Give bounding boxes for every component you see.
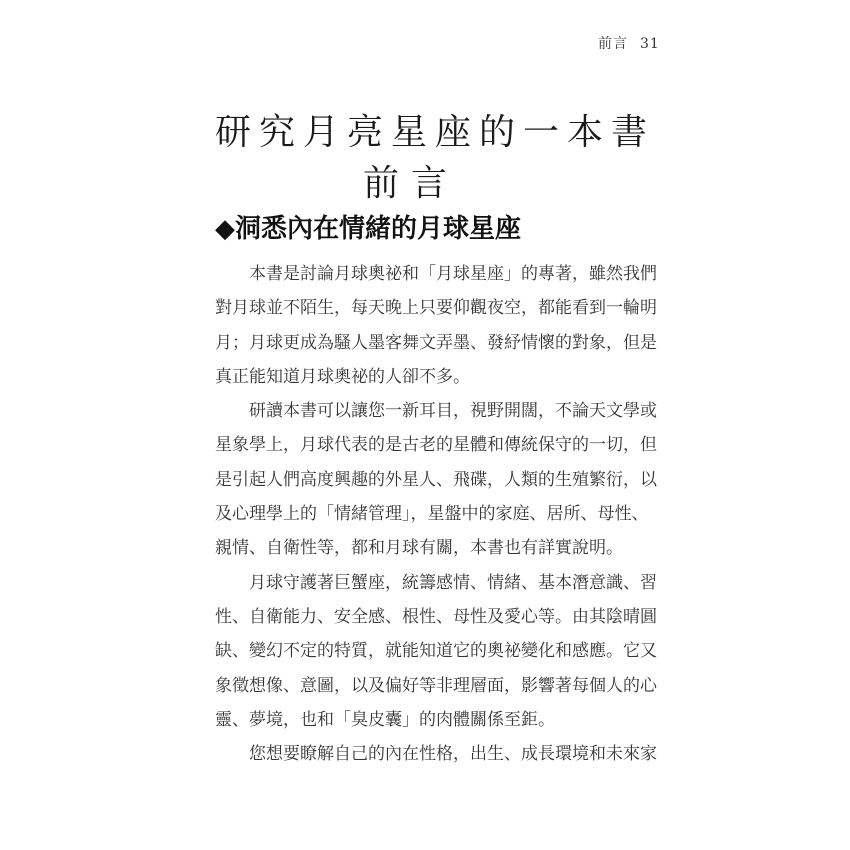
text-line: 您想要瞭解自己的內在性格，出生、成長環境和未來家 — [249, 744, 657, 765]
text-line: 研讀本書可以讓您一新耳目，視野開闊，不論天文學或 — [249, 401, 657, 422]
paragraph-1 — [215, 257, 655, 394]
running-header — [598, 33, 660, 53]
text-line: 本書是討論月球奧祕和「月球星座」的專著，雖然我們 — [249, 264, 657, 284]
chapter-title: 研究月亮星座的一本書 — [215, 112, 656, 153]
text-line: 及心理學上的「情緒管理」，星盤中的家庭、居所、母性、 — [215, 504, 649, 525]
text-line: 象徵想像、意圖，以及偏好等非理層面，影響著每個人的心 — [215, 675, 657, 696]
text-line: 月球守護著巨蟹座，統籌感情、情緒、基本潛意識、習 — [249, 572, 657, 593]
text-line: 真正能知道月球奧祕的人卻不多。 — [215, 366, 470, 387]
section-heading: ◆洞悉內在情緒的月球星座 — [215, 214, 521, 244]
paragraph-3 — [215, 566, 655, 737]
text-line: 星象學上，月球代表的是古老的星體和傳統保守的一切，但 — [215, 435, 657, 456]
text-line: 親情、自衛性等，都和月球有關，本書也有詳實說明。 — [215, 538, 623, 559]
text-line: 月；月球更成為騷人墨客舞文弄墨、發紓情懷的對象，但是 — [215, 332, 657, 353]
text-line: 靈、夢境，也和「臭皮囊」的肉體關係至鉅。 — [215, 709, 555, 730]
running-header-section: 前言 — [598, 36, 628, 52]
text-line: 缺、變幻不定的特質，就能知道它的奧祕變化和感應。它又 — [215, 641, 657, 662]
body-text — [215, 257, 655, 771]
paragraph-2 — [215, 394, 655, 565]
chapter-subtitle: 前言 — [363, 163, 460, 204]
text-line: 性、自衛能力、安全感、根性、母性及愛心等。由其陰晴圓 — [215, 606, 657, 627]
page-number: 31 — [640, 36, 660, 52]
text-line: 對月球並不陌生，每天晚上只要仰觀夜空，都能看到一輪明 — [215, 298, 657, 319]
text-line: 是引起人們高度興趣的外星人、飛碟，人類的生殖繁衍，以 — [215, 469, 657, 490]
paragraph-4 — [215, 737, 655, 771]
